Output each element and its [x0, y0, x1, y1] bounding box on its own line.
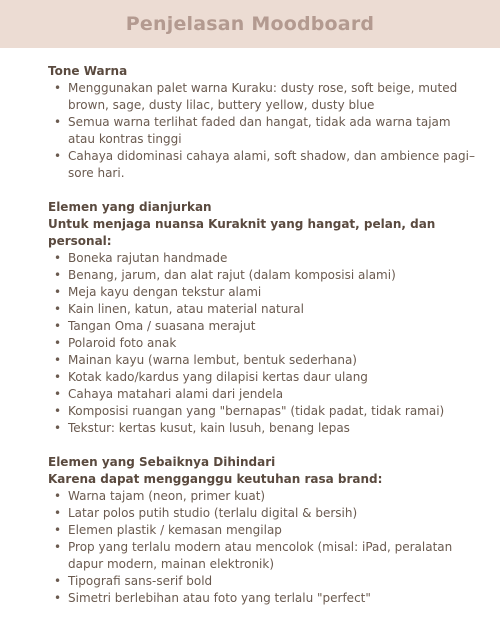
list-item: • Mainan kayu (warna lembut, bentuk sederhana) — [48, 352, 476, 369]
list-item: • Boneka rajutan handmade — [48, 250, 476, 267]
list-item: • Tekstur: kertas kusut, kain lusuh, benang lepas — [48, 420, 476, 437]
list-item: • Kain linen, katun, atau material natural — [48, 301, 476, 318]
list-item: • Elemen plastik / kemasan mengilap — [48, 522, 476, 539]
list-item: • Meja kayu dengan tekstur alami — [48, 284, 476, 301]
section-subheading: Untuk menjaga nuansa Kuraknit yang hangat, pelan, dan personal: — [48, 217, 436, 248]
section-elemen-dihindari — [48, 454, 476, 607]
section-subheading: Karena dapat mengganggu keutuhan rasa brand: — [48, 472, 383, 486]
list-item: • Prop yang terlalu modern atau mencolok (misal: iPad, peralatan dapur modern, mainan elektronik) — [48, 539, 476, 573]
content-body — [0, 48, 500, 607]
list-item: • Warna tajam (neon, primer kuat) — [48, 488, 476, 505]
bullet-list — [48, 250, 476, 437]
list-item: • Simetri berlebihan atau foto yang terlalu "perfect" — [48, 590, 476, 607]
list-item: • Kotak kado/kardus yang dilapisi kertas daur ulang — [48, 369, 476, 386]
section-heading: Elemen yang dianjurkan — [48, 200, 212, 214]
bullet-list — [48, 488, 476, 607]
section-heading: Elemen yang Sebaiknya Dihindari — [48, 455, 276, 469]
list-item: • Semua warna terlihat faded dan hangat, tidak ada warna tajam atau kontras tinggi — [48, 114, 476, 148]
header-banner — [0, 0, 500, 48]
section-elemen-dianjurkan — [48, 199, 476, 437]
list-item: • Polaroid foto anak — [48, 335, 476, 352]
list-item: • Cahaya didominasi cahaya alami, soft shadow, dan ambience pagi–sore hari. — [48, 148, 476, 182]
list-item: • Latar polos putih studio (terlalu digital & bersih) — [48, 505, 476, 522]
list-item: • Menggunakan palet warna Kuraku: dusty rose, soft beige, muted brown, sage, dusty lilac, buttery yellow, dusty blue — [48, 80, 476, 114]
list-item: • Komposisi ruangan yang "bernapas" (tidak padat, tidak ramai) — [48, 403, 476, 420]
list-item: • Tangan Oma / suasana merajut — [48, 318, 476, 335]
page-title: Penjelasan Moodboard — [125, 13, 375, 35]
section-heading: Tone Warna — [48, 64, 128, 78]
list-item: • Tipografi sans-serif bold — [48, 573, 476, 590]
bullet-list — [48, 80, 476, 182]
section-tone-warna — [48, 63, 476, 182]
list-item: • Cahaya matahari alami dari jendela — [48, 386, 476, 403]
list-item: • Benang, jarum, dan alat rajut (dalam komposisi alami) — [48, 267, 476, 284]
